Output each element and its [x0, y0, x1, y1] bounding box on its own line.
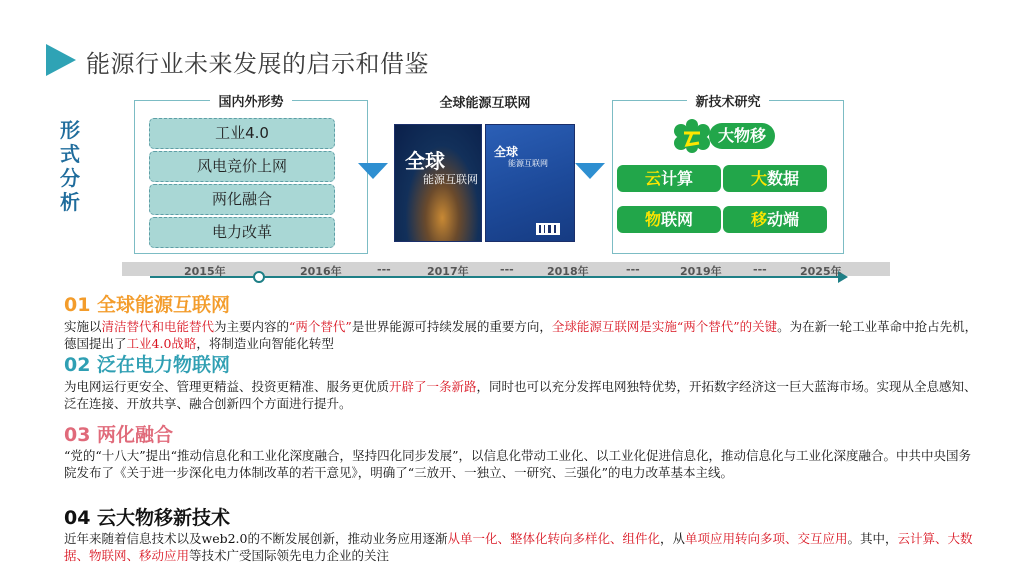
timeline-label: 2018年	[547, 265, 589, 278]
title-arrow-icon	[46, 44, 76, 76]
body-text: 。为在新一轮工业革命中抢占先机，德国提出了	[64, 319, 978, 351]
big-data-iot-mobile-logo: 大物移	[709, 123, 775, 149]
panel-title: 新技术研究	[687, 95, 768, 110]
domestic-foreign-panel	[134, 95, 368, 254]
book-cover-image	[485, 124, 575, 242]
timeline-label: ---	[377, 263, 391, 276]
section-heading: 01 全球能源互联网	[64, 294, 231, 316]
highlight-text: 清洁替代和电能替代	[101, 319, 215, 334]
body-text: “党的“十八大”提出“推动信息化和工业化深度融合，坚持四化同步发展”，以信息化带动工业化、以工业化促进信息化，推动信息化与工业化深度融合。中共中央国务院发布了《关于进一步深化电力体制改革的若干意见》，明确了“三放开、一独立、一研究、三强化”的电力改革基本主线。	[64, 448, 971, 480]
book-title-sub: 能源互联网	[508, 159, 548, 168]
body-text: 实施以	[64, 319, 102, 334]
highlight-text: “两个替代”	[289, 319, 352, 334]
body-text: ，将制造业向智能化转型	[196, 336, 334, 351]
timeline-label: 2015年	[184, 265, 226, 278]
timeline-label: ---	[626, 263, 640, 276]
book-title-big: 全球	[494, 145, 519, 159]
trend-item-wind-bidding: 风电竞价上网	[149, 151, 335, 182]
panel-title: 国内外形势	[210, 95, 291, 110]
section-body	[64, 318, 982, 352]
down-arrow-icon	[575, 163, 605, 179]
tech-cloud-computing: 云计算	[617, 165, 721, 192]
tech-big-data: 大数据	[723, 165, 827, 192]
side-label-char: 形	[60, 118, 80, 142]
body-text: ，同时也可以充分发挥电网独特优势，开拓数字经济这一巨大蓝海市场。实现从全息感知、泛在连接、开放共享、融合创新四个方面进行提升。	[64, 379, 977, 411]
page-title: 能源行业未来发展的启示和借鉴	[86, 50, 429, 78]
section-body	[64, 530, 982, 564]
down-arrow-icon	[358, 163, 388, 179]
highlight-text: 开辟了一条新路	[389, 379, 477, 394]
book-cover-image	[394, 124, 482, 242]
section-heading: 04 云大物移新技术	[64, 507, 231, 529]
timeline-label: 2017年	[427, 265, 469, 278]
body-text: 等技术广受国际领先电力企业的关注	[189, 548, 390, 563]
barcode-icon	[536, 223, 560, 235]
book-title-big: 全球	[405, 149, 445, 173]
trend-item-integration: 两化融合	[149, 184, 335, 215]
tech-mobile: 移动端	[723, 206, 827, 233]
side-label-char: 式	[60, 142, 80, 166]
timeline-label: ---	[753, 263, 767, 276]
side-label	[58, 118, 82, 214]
body-text: ，从	[660, 531, 686, 546]
highlight-text: 全球能源互联网是实施“两个替代”的关键	[551, 319, 778, 334]
book-title-sub: 能源互联网	[423, 173, 478, 186]
global-energy-title: 全球能源互联网	[439, 96, 531, 111]
body-text: 为主要内容的	[214, 319, 290, 334]
trend-item-industry40: 工业4.0	[149, 118, 335, 149]
side-label-char: 分	[60, 166, 80, 190]
body-text: 为电网运行更安全、管理更精益、投资更精准、服务更优质	[64, 379, 390, 394]
body-text: 近年来随着信息技术以及web2.0的不断发展创新，推动业务应用逐渐	[64, 531, 448, 546]
section-heading: 03 两化融合	[64, 424, 174, 446]
timeline-marker-icon	[253, 271, 265, 283]
body-text: 是世界能源可持续发展的重要方向，	[351, 319, 552, 334]
highlight-text: 从单一化、整体化转向多样化、组件化	[447, 531, 660, 546]
highlight-text: 单项应用转向多项、交互应用	[685, 531, 848, 546]
timeline-label: 2025年	[800, 265, 842, 278]
tech-iot: 物联网	[617, 206, 721, 233]
new-tech-panel	[612, 95, 844, 254]
side-label-char: 析	[60, 190, 80, 214]
timeline-label: 2019年	[680, 265, 722, 278]
section-body	[64, 447, 982, 481]
highlight-text: 云计算、大数据、物联网、移动应用	[64, 531, 973, 563]
timeline-label: ---	[500, 263, 514, 276]
section-heading: 02 泛在电力物联网	[64, 354, 231, 376]
timeline-label: 2016年	[300, 265, 342, 278]
body-text: 。其中，	[847, 531, 898, 546]
section-body	[64, 378, 982, 412]
highlight-text: 工业4.0战略	[126, 336, 197, 351]
trend-item-power-reform: 电力改革	[149, 217, 335, 248]
